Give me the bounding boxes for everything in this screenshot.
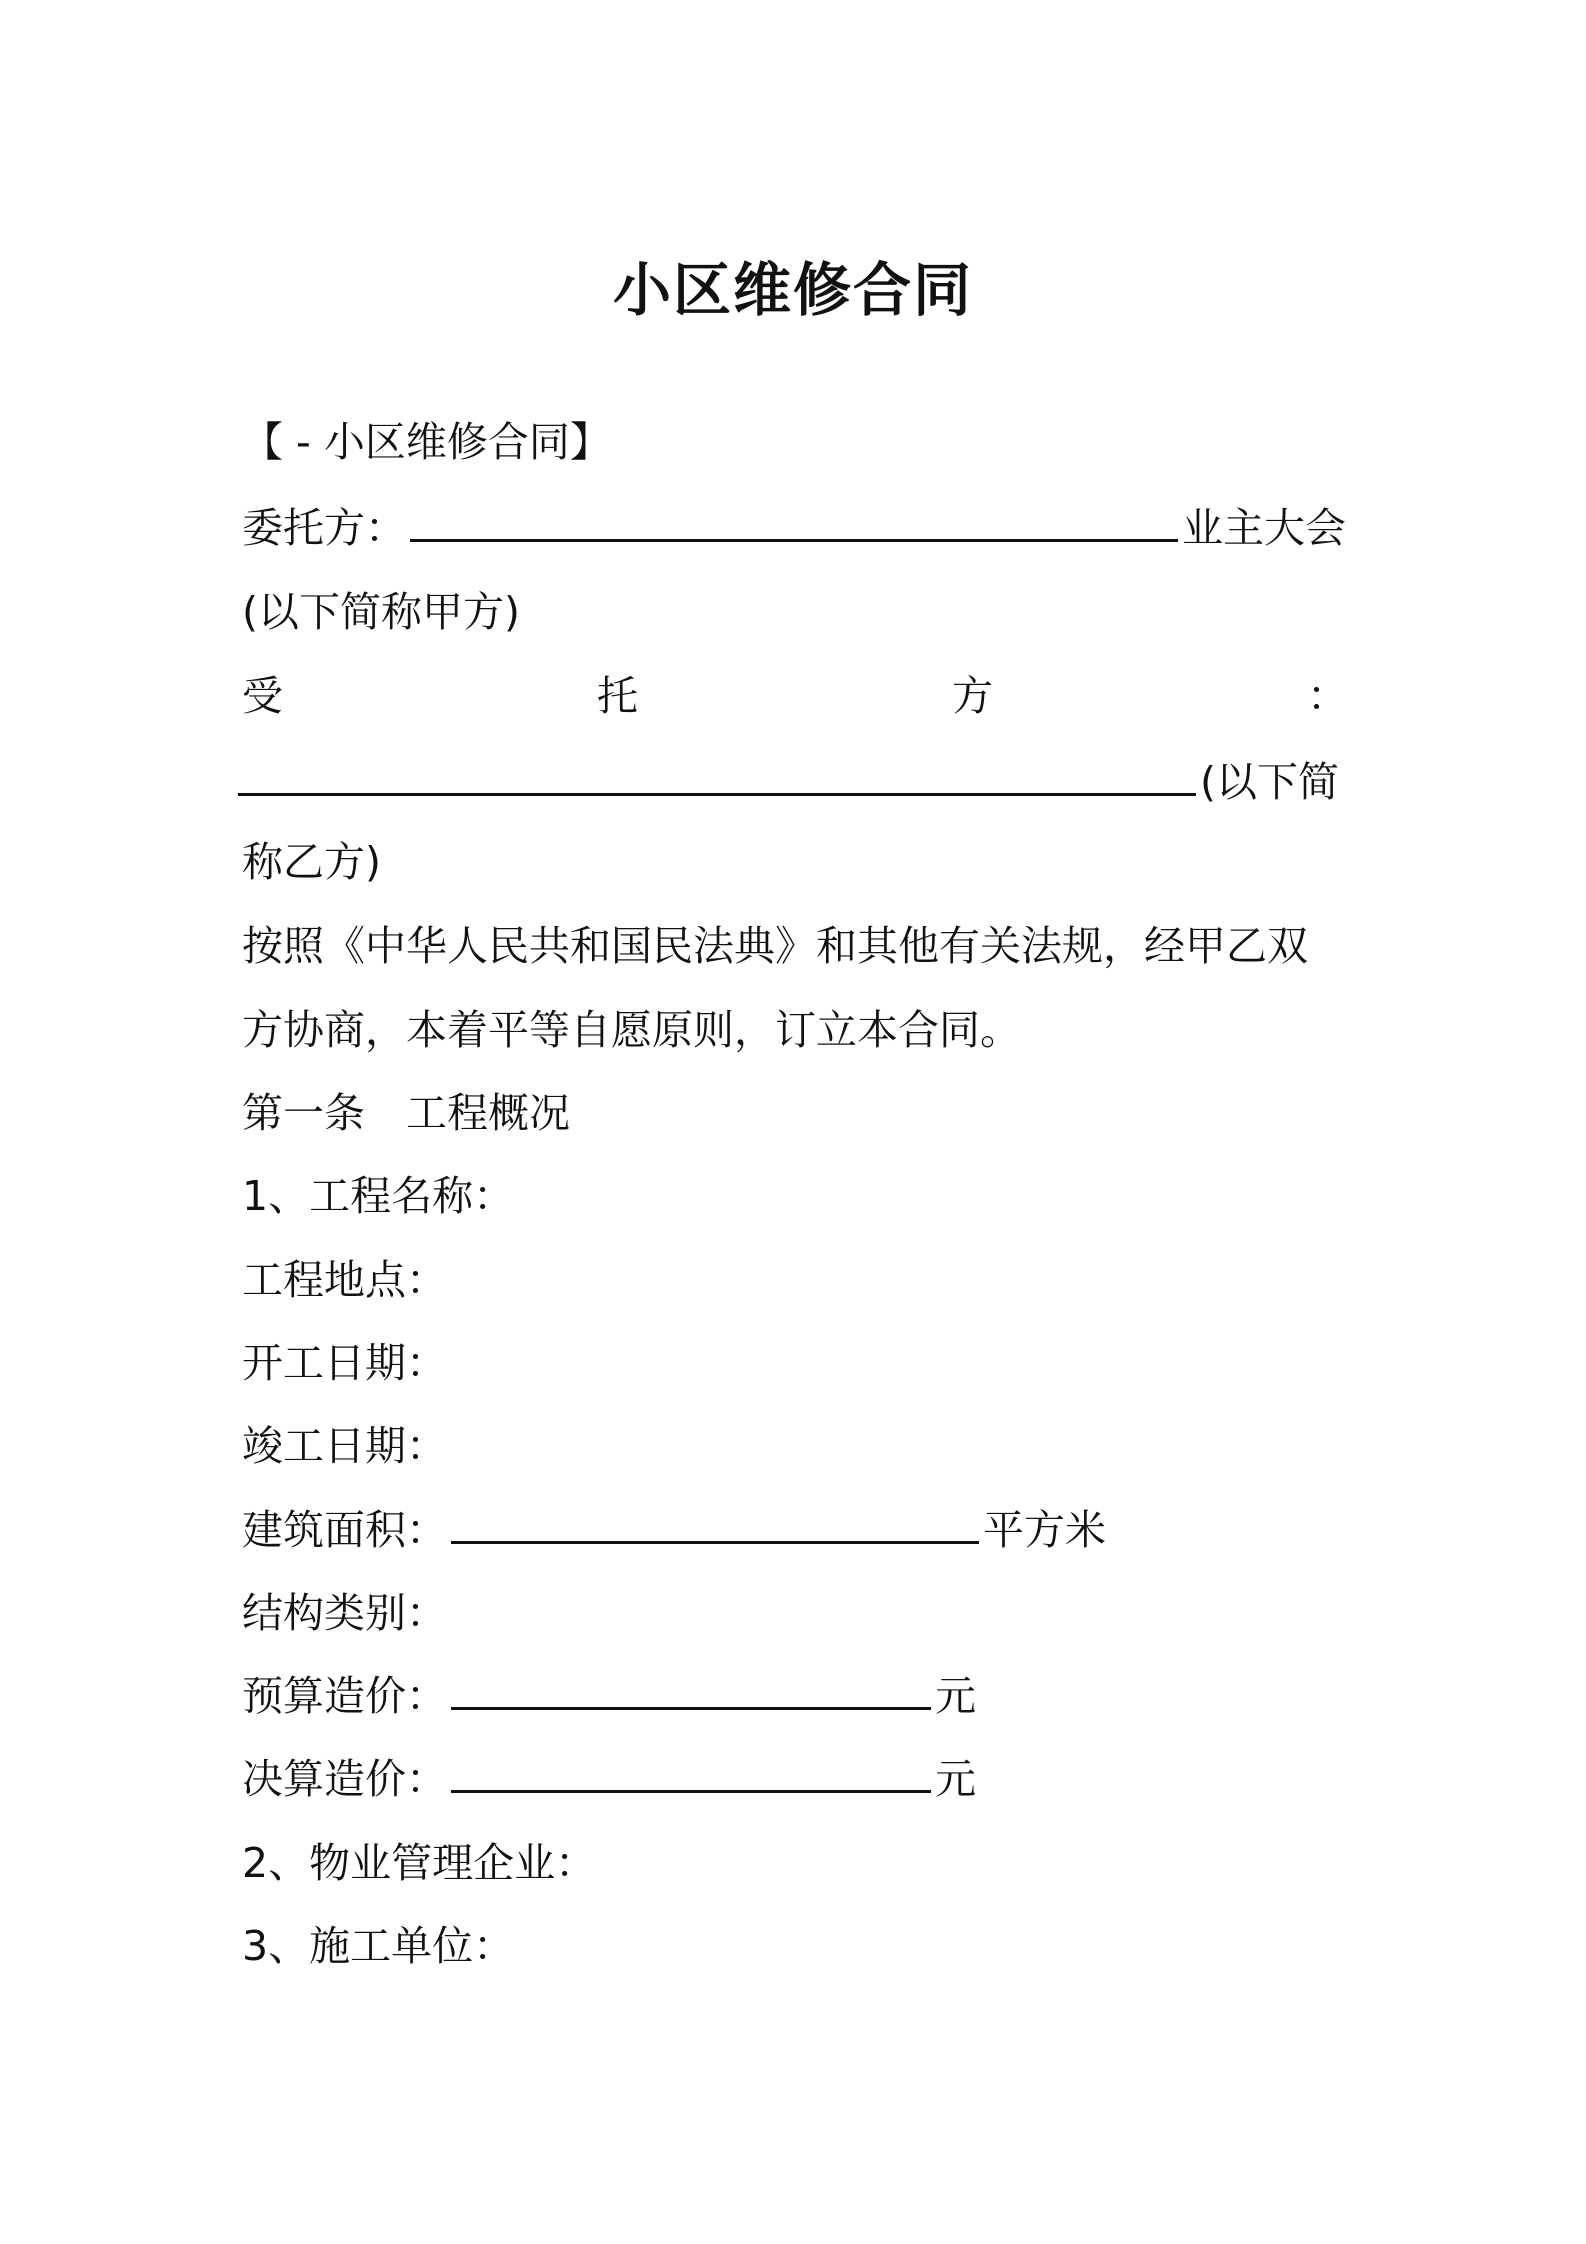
contractor-char-4: ：: [1307, 672, 1348, 720]
client-label: 委托方：: [242, 504, 406, 552]
document-title: 小区维修合同: [612, 256, 973, 324]
contractor-char-2: 托: [597, 672, 638, 720]
contractor-char-3: 方: [952, 672, 993, 720]
final-cost-unit: 元: [935, 1755, 976, 1803]
final-cost-label: 决算造价：: [242, 1755, 447, 1803]
floor-area-label: 建筑面积：: [242, 1506, 447, 1554]
project-location-field: 工程地点：: [242, 1256, 447, 1304]
budget-cost-blank[interactable]: [451, 1667, 931, 1710]
budget-cost-label: 预算造价：: [242, 1672, 447, 1720]
client-continuation: (以下简称甲方): [242, 588, 520, 636]
contractor-blank[interactable]: [238, 753, 1196, 796]
contractor-continuation: 称乙方): [242, 838, 381, 886]
construction-unit-field: 3、施工单位：: [242, 1922, 515, 1970]
structure-type-field: 结构类别：: [242, 1589, 447, 1637]
client-line: [242, 498, 1346, 558]
client-suffix: 业主大会: [1182, 504, 1346, 552]
contractor-label-row: [242, 666, 1348, 726]
floor-area-unit: 平方米: [983, 1506, 1106, 1554]
start-date-field: 开工日期：: [242, 1339, 447, 1387]
floor-area-field: [242, 1500, 1106, 1560]
document-subtitle: 【 - 小区维修合同】: [242, 418, 611, 466]
client-blank[interactable]: [410, 499, 1178, 542]
budget-cost-unit: 元: [935, 1672, 976, 1720]
project-name-field: 1、工程名称：: [242, 1172, 515, 1220]
final-cost-blank[interactable]: [451, 1750, 931, 1793]
property-management-field: 2、物业管理企业：: [242, 1839, 597, 1887]
contractor-blank-line: [238, 752, 1339, 812]
contractor-suffix: (以下简: [1200, 758, 1339, 806]
article-1-heading: 第一条 工程概况: [242, 1089, 570, 1137]
final-cost-field: [242, 1749, 976, 1809]
budget-cost-field: [242, 1666, 976, 1726]
preamble-line-1: 按照《中华人民共和国民法典》和其他有关法规，经甲乙双: [242, 922, 1308, 970]
contractor-char-1: 受: [242, 672, 283, 720]
floor-area-blank[interactable]: [451, 1501, 979, 1544]
completion-date-field: 竣工日期：: [242, 1422, 447, 1470]
preamble-line-2: 方协商，本着平等自愿原则，订立本合同。: [242, 1006, 1021, 1054]
